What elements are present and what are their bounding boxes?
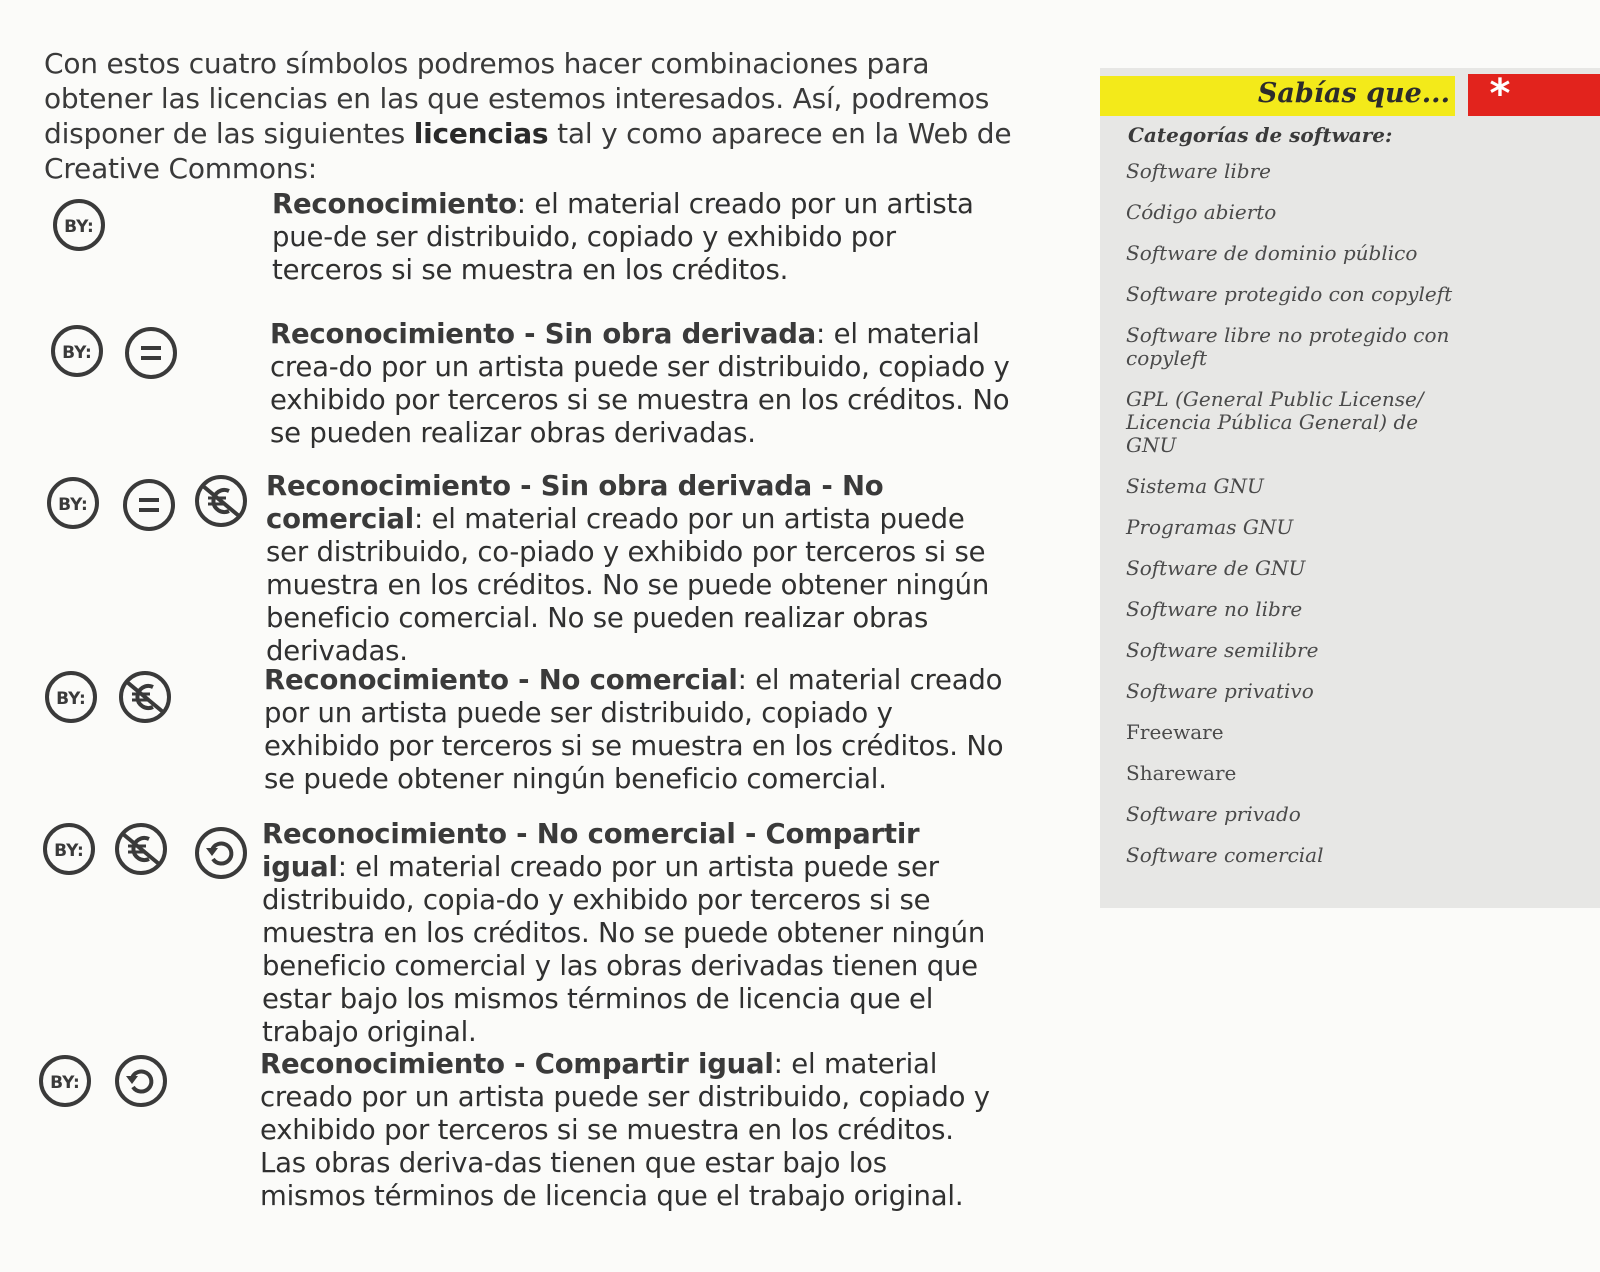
nc-icon [194,474,248,528]
license-icons [38,470,268,550]
list-item: Software protegido con copyleft [1126,282,1453,306]
list-item: Programas GNU [1126,515,1294,539]
license-description [262,818,1002,1049]
license-body: : el material crea-do por un artista puede ser distribuido, copiado y exhibido por terceros si se muestra en los créditos. No se pueden realizar obras derivadas. [270,318,1010,449]
svg-text:BY:: BY: [56,689,86,709]
list-item: Software semilibre [1126,638,1319,662]
intro-text-2: tal y como aparece en la Web de Creative Commons: [44,117,1012,185]
sidebar-title: Sabías que... [1257,78,1450,109]
list-item: Software de GNU [1126,556,1306,580]
list-item: Software libre [1126,159,1271,183]
license-description [260,1048,1000,1213]
list-item: Freeware [1126,720,1224,744]
sidebar-subtitle: Categorías de software: [1128,123,1393,147]
license-body: : el material creado por un artista puede ser distribuido, copiado y exhibido por terceros si se muestra en los créditos. Las obras deriva-das tienen que estar bajo los mismos términos de licencia que el trabajo original. [260,1048,990,1212]
sidebar-header [1100,68,1600,116]
list-item: Software comercial [1126,843,1324,867]
list-item: Software privado [1126,802,1301,826]
list-item: Software privativo [1126,679,1314,703]
license-title: Reconocimiento - No comercial [264,664,738,696]
by-icon [46,476,100,530]
list-item: Software libre no protegido con copyleft [1126,323,1450,370]
license-title: Reconocimiento [272,188,517,220]
intro-bold-licencias: licencias [413,117,549,150]
license-icons [34,818,264,898]
svg-text:BY:: BY: [58,495,88,515]
intro-paragraph [44,46,1024,186]
intro-text-1: Con estos cuatro símbolos podremos hacer combinaciones para obtener las licencias en las que estemos interesados. Así, podremos disponer de las siguientes [44,47,990,150]
list-item: Software no libre [1126,597,1303,621]
list-item: GPL (General Public License/ Licencia Pública General) de GNU [1126,387,1424,457]
svg-text:BY:: BY: [62,343,92,363]
list-item: Sistema GNU [1126,474,1264,498]
license-description [266,470,1006,668]
license-icons [32,1048,262,1128]
sabias-que-sidebar [1100,68,1600,908]
license-icons [36,664,266,744]
license-body: : el material creado por un artista puede ser distribuido, copia-do y exhibido por terceros si se muestra en los créditos. No se puede obtener ningún beneficio comercial y las obras derivadas tienen que estar bajo los mismos términos de licencia que el trabajo original. [262,851,986,1048]
license-body: : el material creado por un artista pue-de ser distribuido, copiado y exhibido por terceros si se muestra en los créditos. [272,188,974,286]
nd-icon [124,326,178,380]
license-icons [42,318,272,398]
license-description [264,664,1004,796]
nc-icon [114,822,168,876]
svg-text:BY:: BY: [64,217,94,237]
license-body: : el material creado por un artista puede ser distribuido, copiado y exhibido por terceros si se muestra en los créditos. No se puede obtener ningún beneficio comercial. [264,664,1004,795]
svg-text:BY:: BY: [54,841,84,861]
list-item: Código abierto [1126,200,1277,224]
license-description [272,188,1012,287]
by-icon [38,1054,92,1108]
license-title: Reconocimiento - No comercial - Compartir igual [262,818,920,883]
by-icon [50,324,104,378]
license-body: : el material creado por un artista puede ser distribuido, co-piado y exhibido por terceros si se muestra en los créditos. No se puede obtener ningún beneficio comercial. No se pueden realizar obras derivadas. [266,503,990,667]
list-item: Shareware [1126,761,1237,785]
license-description [270,318,1010,450]
by-icon [44,670,98,724]
svg-text:BY:: BY: [50,1073,80,1093]
by-icon [42,822,96,876]
nc-icon [118,670,172,724]
license-icons [44,188,274,268]
sa-icon [194,826,248,880]
license-title: Reconocimiento - Compartir igual [260,1048,774,1080]
license-title: Reconocimiento - Sin obra derivada - No comercial [266,470,884,535]
sa-icon [114,1054,168,1108]
by-icon [52,198,106,252]
nd-icon [122,478,176,532]
list-item: Software de dominio público [1126,241,1418,265]
license-title: Reconocimiento - Sin obra derivada [270,318,817,350]
software-categories-list [1126,160,1466,885]
asterisk-icon: * [1489,71,1511,117]
